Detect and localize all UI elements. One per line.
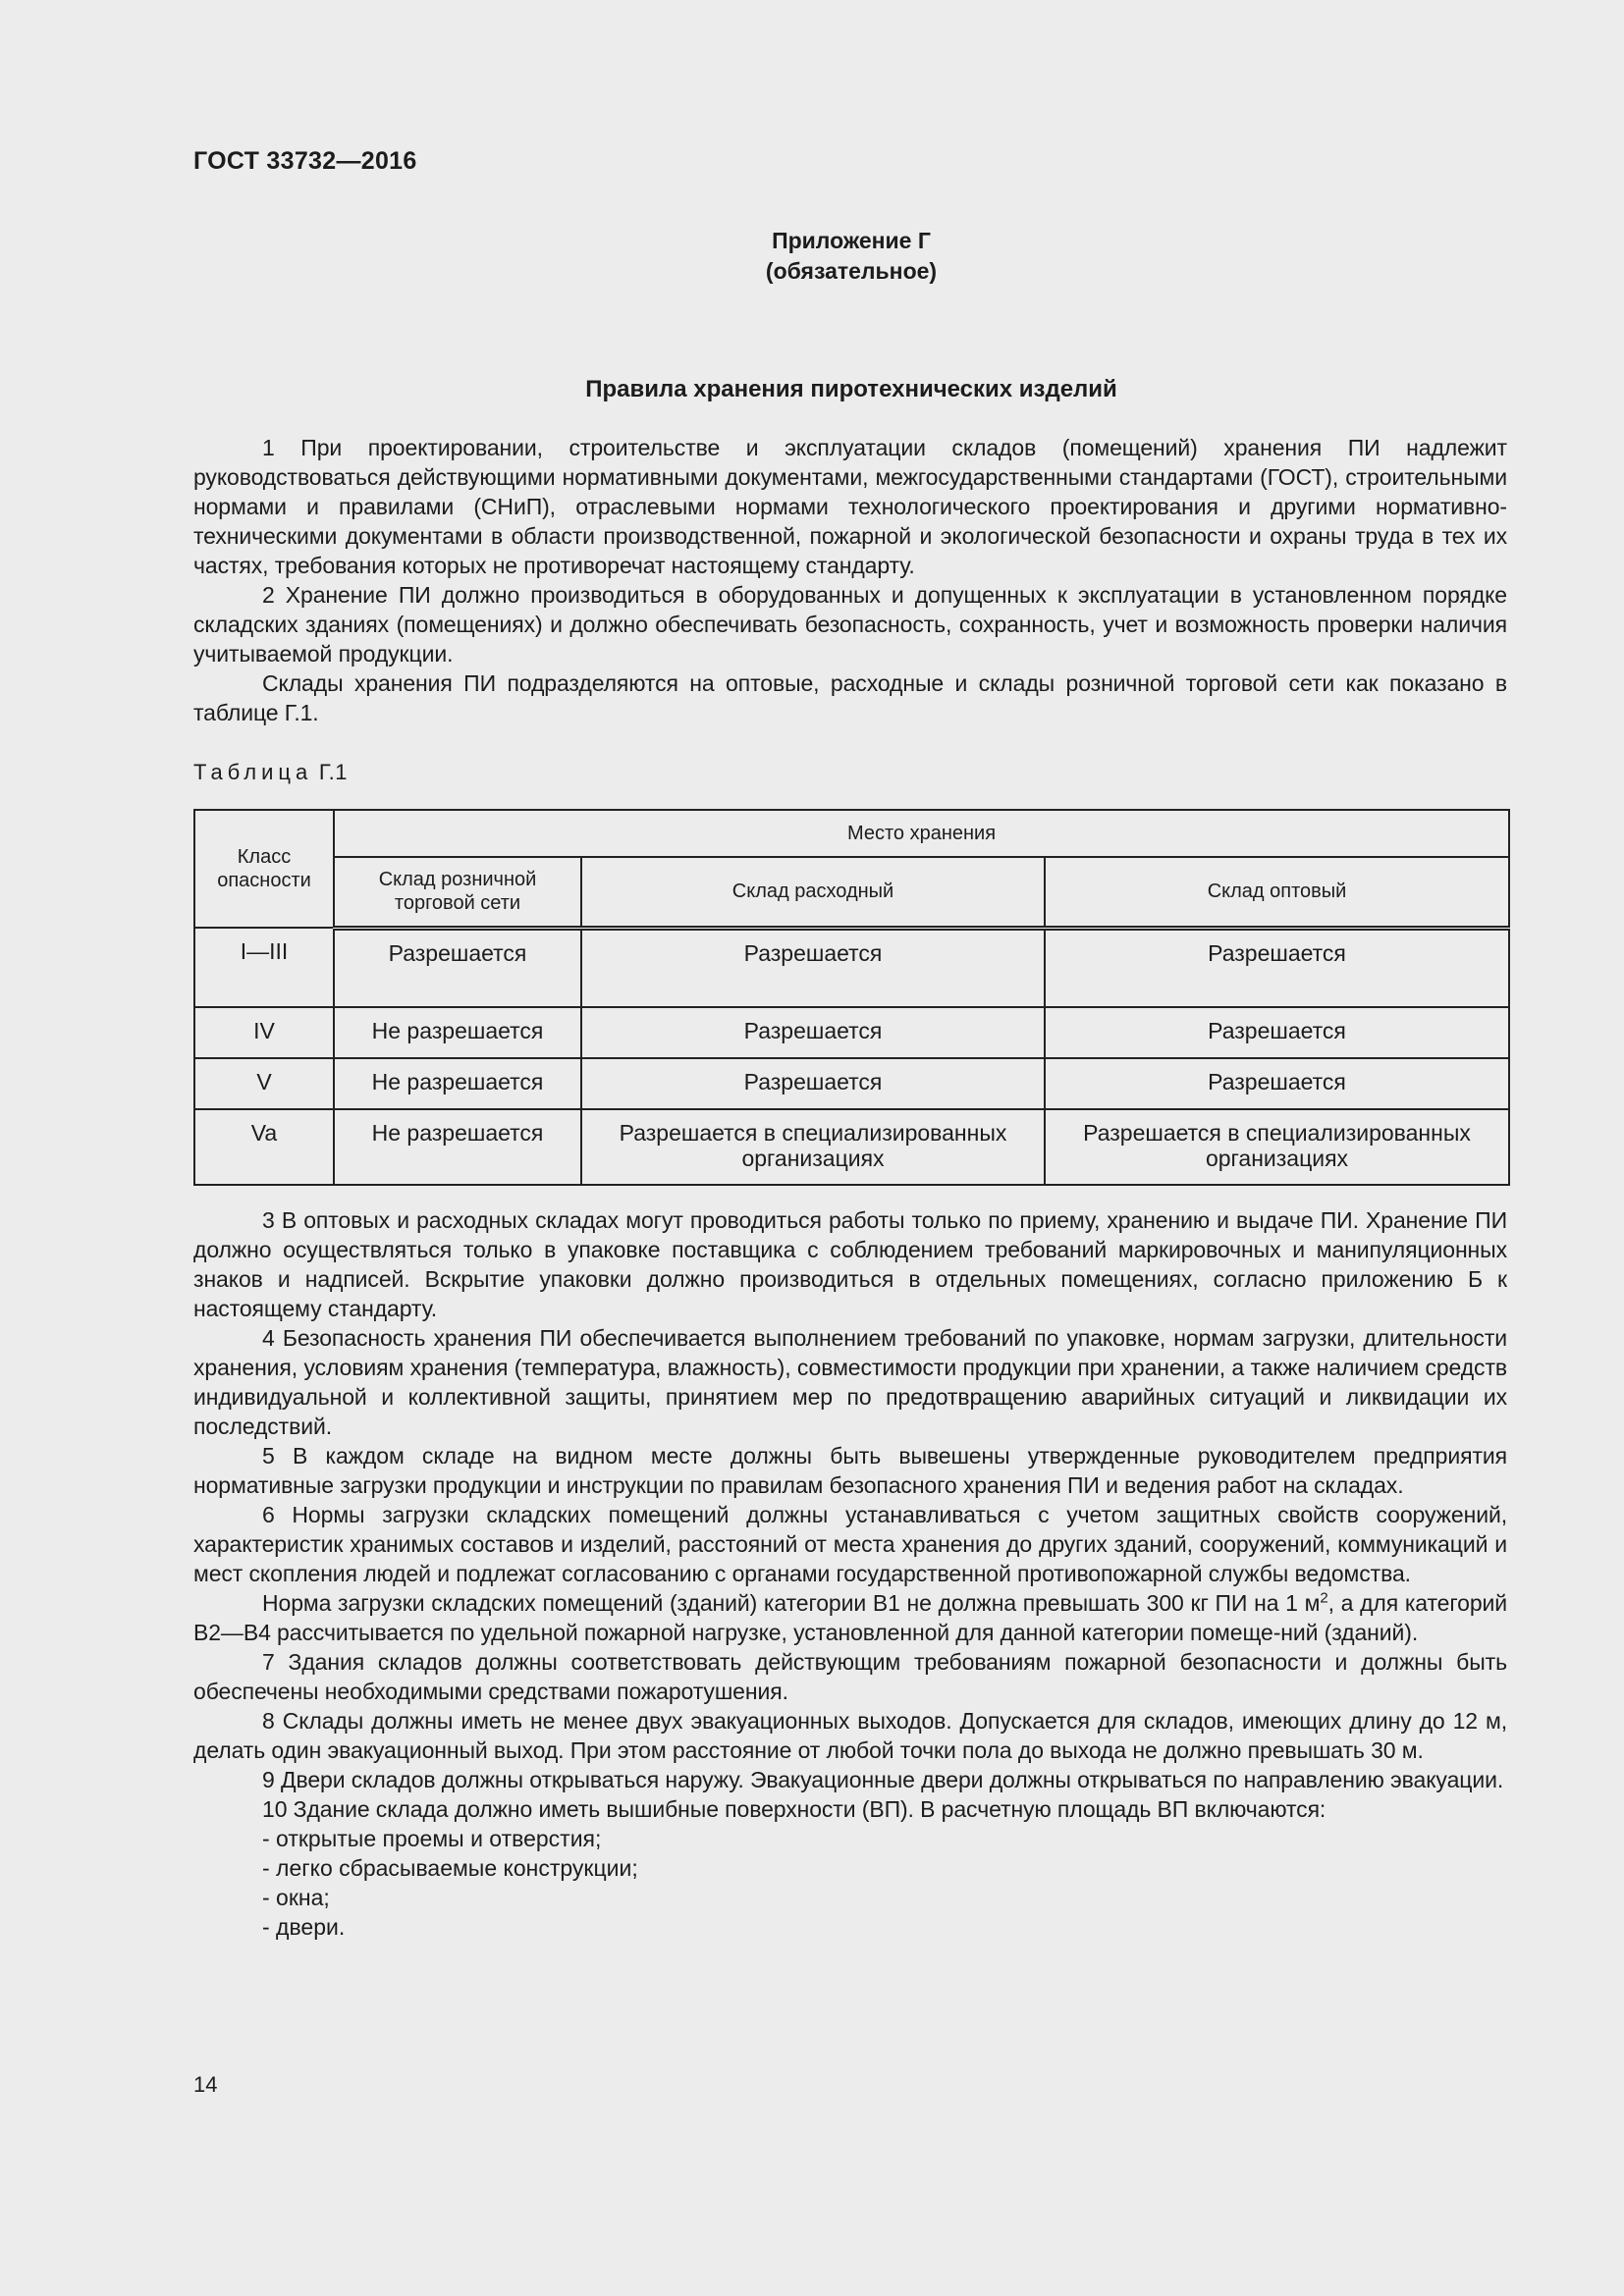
header-retail-warehouse: Склад розничной торговой сети xyxy=(334,857,581,928)
paragraph-3: 3 В оптовых и расходных складах могут проводиться работы только по приему, хранению и выдаче ПИ. Хранение ПИ должно осуществляться только в упаковке поставщика с соблюдением требований маркировочных и манипуляционных знаков и надписей. Вскрытие упаковки должно производиться в отдельных помещениях, согласно приложению Б к настоящему стандарту. xyxy=(193,1207,1507,1321)
paragraph-2-continued: Склады хранения ПИ подразделяются на оптовые, расходные и склады розничной торговой сети как показано в таблице Г.1. xyxy=(193,670,1507,725)
table-cell: Разрешается xyxy=(581,1058,1045,1109)
table-cell: Разрешается xyxy=(1045,928,1509,1007)
table-cell: Разрешается xyxy=(1045,1007,1509,1058)
load-norm-text-part1: Норма загрузки складских помещений (зданий) категории В1 не должна превышать 300 кг ПИ на 1 м xyxy=(262,1590,1321,1616)
table-cell: Не разрешается xyxy=(334,1058,581,1109)
list-item: - двери. xyxy=(262,1914,346,1940)
table-cell: Разрешается xyxy=(1045,1058,1509,1109)
intro-paragraphs xyxy=(193,433,1507,727)
table-cell: Разрешается xyxy=(581,1007,1045,1058)
table-caption-number: Г.1 xyxy=(318,760,348,784)
header-wholesale-warehouse: Склад оптовый xyxy=(1045,857,1509,928)
table-cell: Разрешается xyxy=(334,928,581,1007)
paragraph-4: 4 Безопасность хранения ПИ обеспечивается выполнением требований по упаковке, нормам загрузки, длительности хранения, условиям хранения (температура, влажность), совместимости продукции при хранении, а также наличием средств индивидуальной и коллективной защиты, принятием мер по предотвращению аварийных ситуаций и ликвидации их последствий. xyxy=(193,1325,1507,1439)
page-number: 14 xyxy=(193,2072,218,2097)
table-cell: Va xyxy=(194,1109,334,1185)
header-consumable-warehouse: Склад расходный xyxy=(581,857,1045,928)
table-cell: IV xyxy=(194,1007,334,1058)
rules-paragraphs xyxy=(193,1205,1507,1942)
paragraph-5: 5 В каждом складе на видном месте должны быть вывешены утвержденные руководителем предприятия нормативные загрузки продукции и инструкции по правилам безопасного хранения ПИ и ведения работ на складах. xyxy=(193,1443,1507,1498)
table-cell: Разрешается в специализированных организациях xyxy=(581,1109,1045,1185)
appendix-status: (обязательное) xyxy=(765,258,938,284)
paragraph-6-load-norm xyxy=(193,1588,1507,1647)
table-row xyxy=(194,1058,1509,1109)
load-norm-text-part2: , а для категорий В2—В4 рассчитывается по удельной пожарной нагрузке, установленной для данной категории помеще-ний (зданий). xyxy=(193,1590,1508,1645)
table-cell: Не разрешается xyxy=(334,1007,581,1058)
table-caption xyxy=(193,760,348,785)
table-caption-label: Таблица xyxy=(193,760,313,784)
superscript-2: 2 xyxy=(1320,1589,1328,1607)
header-hazard-class: Класс опасности xyxy=(194,810,334,928)
header-storage-place: Место хранения xyxy=(334,810,1509,857)
table-cell: Разрешается в специализированных организациях xyxy=(1045,1109,1509,1185)
document-header: ГОСТ 33732—2016 xyxy=(193,147,417,175)
table-row xyxy=(194,1007,1509,1058)
storage-table xyxy=(193,809,1510,1186)
paragraph-8: 8 Склады должны иметь не менее двух эвакуационных выходов. Допускается для складов, имеющих длину до 12 м, делать один эвакуационный выход. При этом расстояние от любой точки пола до выхода не должно превышать 30 м. xyxy=(193,1708,1507,1763)
list-item: - окна; xyxy=(262,1885,330,1910)
appendix-heading xyxy=(0,226,1624,287)
paragraph-9: 9 Двери складов должны открываться наружу. Эвакуационные двери должны открываться по направлению эвакуации. xyxy=(262,1767,1504,1792)
table-cell: I—III xyxy=(194,928,334,1007)
section-title: Правила хранения пиротехнических изделий xyxy=(585,376,1117,402)
list-item: - открытые проемы и отверстия; xyxy=(262,1826,602,1851)
table-row xyxy=(194,1109,1509,1185)
table-cell: Разрешается xyxy=(581,928,1045,1007)
paragraph-2: 2 Хранение ПИ должно производиться в оборудованных и допущенных к эксплуатации в установленном порядке складских зданиях (помещениях) и должно обеспечивать безопасность, сохранность, учет и возможность проверки наличия учитываемой продукции. xyxy=(193,582,1507,667)
paragraph-7: 7 Здания складов должны соответствовать действующим требованиям пожарной безопасности и должны быть обеспечены необходимыми средствами пожаротушения. xyxy=(193,1649,1507,1704)
paragraph-6: 6 Нормы загрузки складских помещений должны устанавливаться с учетом защитных свойств сооружений, характеристик хранимых составов и изделий, расстояний от места хранения до других зданий, сооружений, коммуникаций и мест скопления людей и подлежат согласованию с органами государственной противопожарной службы ведомства. xyxy=(193,1502,1507,1586)
table-row xyxy=(194,928,1509,1007)
paragraph-10: 10 Здание склада должно иметь вышибные поверхности (ВП). В расчетную площадь ВП включаются: xyxy=(262,1796,1326,1822)
paragraph-1: 1 При проектировании, строительстве и эксплуатации складов (помещений) хранения ПИ надлежит руководствоваться действующими нормативными документами, межгосударственными стандартами (ГОСТ), строительными нормами и правилами (СНиП), отраслевыми нормами технологического проектирования и другими нормативно-техническими документами в области производственной, пожарной и экологической безопасности и охраны труда в тех их частях, требования которых не противоречат настоящему стандарту. xyxy=(193,435,1507,578)
appendix-title: Приложение Г xyxy=(772,228,931,253)
table-cell: V xyxy=(194,1058,334,1109)
list-item: - легко сбрасываемые конструкции; xyxy=(262,1855,638,1881)
table-cell: Не разрешается xyxy=(334,1109,581,1185)
